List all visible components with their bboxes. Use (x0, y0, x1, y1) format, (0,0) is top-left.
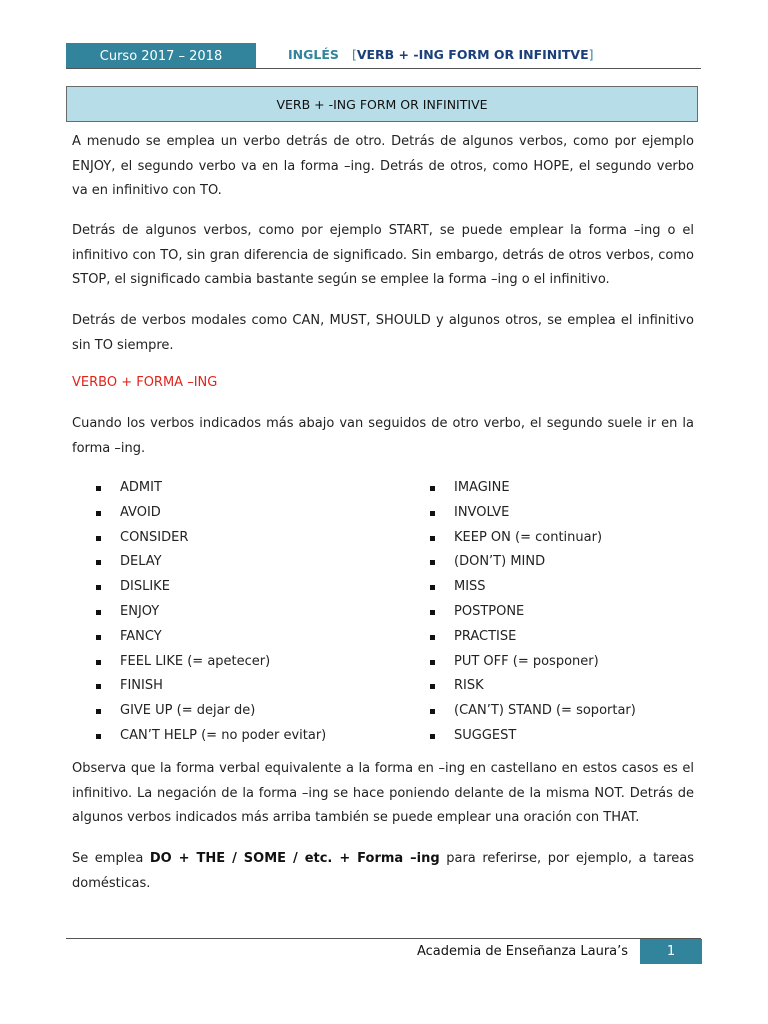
bullet-icon (96, 709, 101, 714)
list-item (96, 575, 326, 600)
list-item (430, 501, 636, 526)
section-title: VERB + -ING FORM OR INFINITIVE (66, 86, 698, 122)
bullet-icon (96, 734, 101, 739)
bullet-icon (96, 511, 101, 516)
verb-text: (DON’T) MIND (454, 554, 546, 570)
verb-text: (CAN’T) STAND (= soportar) (454, 703, 636, 719)
header-title (288, 47, 594, 62)
list-item (430, 575, 636, 600)
verb-text: DELAY (120, 554, 162, 570)
verb-text: INVOLVE (454, 504, 510, 520)
verb-text: PRACTISE (454, 628, 517, 644)
verb-text: KEEP ON (= continuar) (454, 529, 603, 545)
list-item (430, 526, 636, 551)
verb-text: FINISH (120, 678, 163, 694)
list-item (430, 724, 636, 749)
list-item (96, 625, 326, 650)
last-paragraph (72, 847, 694, 896)
bullet-icon (430, 684, 435, 689)
subheading: VERBO + FORMA –ING (72, 375, 218, 390)
bullet-icon (430, 536, 435, 541)
list-item (96, 600, 326, 625)
verb-text: GIVE UP (= dejar de) (120, 703, 256, 719)
verb-text: AVOID (120, 504, 161, 520)
topic-label: VERB + -ING FORM OR INFINITVE (356, 47, 589, 62)
bullet-icon (96, 660, 101, 665)
bullet-icon (96, 610, 101, 615)
list-item (96, 674, 326, 699)
topic-close-bracket: ] (588, 47, 594, 62)
list-item (96, 526, 326, 551)
verb-text: FANCY (120, 628, 162, 644)
bullet-icon (430, 585, 435, 590)
course-label: Curso 2017 – 2018 (66, 43, 256, 69)
list-item (430, 600, 636, 625)
list-item (430, 674, 636, 699)
verb-text: CAN’T HELP (= no poder evitar) (120, 727, 327, 743)
bullet-icon (430, 511, 435, 516)
last-para-bold: DO + THE / SOME / etc. + Forma –ing (149, 851, 440, 866)
list-item (96, 699, 326, 724)
paragraph-1: A menudo se emplea un verbo detrás de otro. Detrás de algunos verbos, como por ejemplo ENJOY, el segundo verbo va en la forma –ing. Detrás de otros, como HOPE, el segundo verbo va en infinitivo con TO. (72, 134, 694, 198)
list-item (96, 476, 326, 501)
list-item (430, 625, 636, 650)
verb-text: IMAGINE (454, 480, 510, 495)
verb-text: ADMIT (120, 480, 162, 495)
verb-text: SUGGEST (454, 727, 517, 743)
paragraph-3: Detrás de verbos modales como CAN, MUST, SHOULD y algunos otros, se emplea el infinitivo sin TO siempre. (72, 313, 694, 353)
intro-paragraph: Cuando los verbos indicados más abajo van seguidos de otro verbo, el segundo suele ir en la forma –ing. (72, 416, 694, 456)
bullet-icon (430, 660, 435, 665)
verb-text: FEEL LIKE (= apetecer) (120, 653, 271, 669)
verb-text: PUT OFF (= posponer) (454, 653, 599, 669)
last-para-after: para referirse, por ejemplo, a tareas domésticas. (72, 851, 695, 891)
header-divider (66, 68, 701, 69)
verb-text: RISK (454, 678, 484, 694)
observation-paragraph: Observa que la forma verbal equivalente a la forma en –ing en castellano en estos casos es el infinitivo. La negación de la forma –ing se hace poniendo delante de la misma NOT. Detrás de algunos verbos indicados más arriba también se puede emplear una oración con THAT. (72, 761, 694, 825)
bullet-icon (430, 734, 435, 739)
verb-list-left (96, 476, 326, 749)
list-item (430, 650, 636, 675)
list-item (96, 650, 326, 675)
bullet-icon (430, 610, 435, 615)
bullet-icon (430, 486, 435, 491)
footer-academy: Academia de Enseñanza Laura’s (417, 944, 629, 959)
verb-text: POSTPONE (454, 603, 525, 619)
list-item (96, 501, 326, 526)
bullet-icon (96, 684, 101, 689)
list-item (430, 476, 636, 501)
paragraph-2: Detrás de algunos verbos, como por ejemplo START, se puede emplear la forma –ing o el infinitivo con TO, sin gran diferencia de significado. Sin embargo, detrás de otros verbos, como STOP, el significado cambia bastante según se emplee la forma –ing o el infinitivo. (72, 223, 694, 287)
verb-text: DISLIKE (120, 579, 170, 595)
verb-text: MISS (454, 579, 486, 595)
bullet-icon (96, 560, 101, 565)
page-number: 1 (640, 939, 702, 964)
list-item (96, 724, 326, 749)
topic-open-bracket: [ (351, 47, 357, 62)
list-item (430, 550, 636, 575)
bullet-icon (430, 709, 435, 714)
bullet-icon (96, 486, 101, 491)
verb-text: CONSIDER (120, 529, 189, 545)
list-item (430, 699, 636, 724)
verb-text: ENJOY (120, 603, 160, 619)
verb-list-right (430, 476, 636, 749)
bullet-icon (96, 585, 101, 590)
subject-label: INGLÉS (288, 47, 339, 62)
footer-divider (66, 938, 701, 939)
bullet-icon (430, 635, 435, 640)
bullet-icon (430, 560, 435, 565)
bullet-icon (96, 635, 101, 640)
list-item (96, 550, 326, 575)
last-para-before: Se emplea (72, 851, 150, 866)
bullet-icon (96, 536, 101, 541)
